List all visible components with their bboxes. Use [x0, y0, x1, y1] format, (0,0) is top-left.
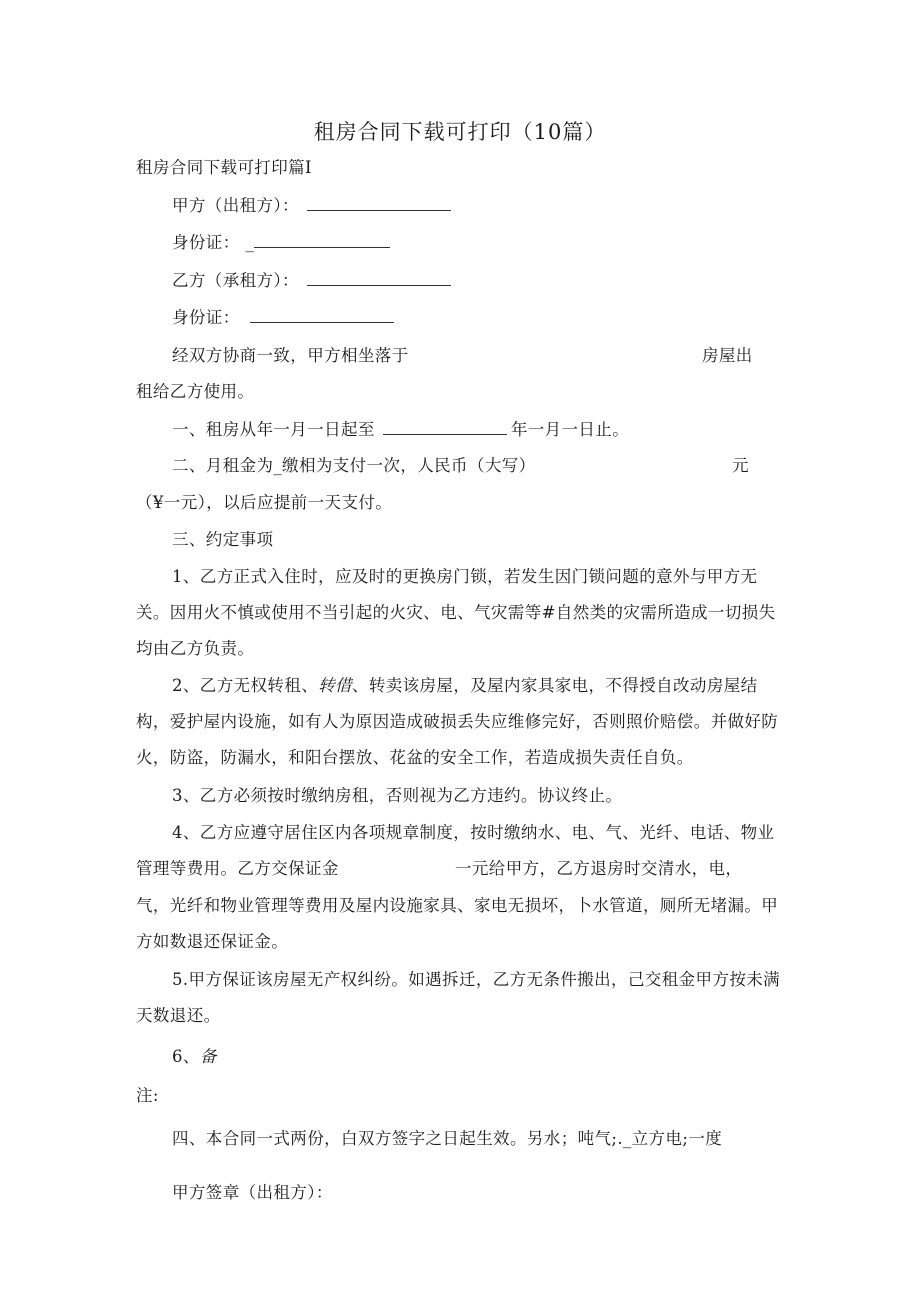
item-4-line-1: 4、乙方应遵守居住区内各项规章制度，按时缴纳水、电、气、光纤、电话、物业	[172, 823, 775, 842]
clause-4: 四、本合同一式两份，白双方签字之日起生效。另水；吨气;._立方电;一度	[172, 1129, 723, 1148]
party-b-label: 乙方（承租方）：	[172, 271, 299, 290]
item-4-line-2a: 管理等费用。乙方交保证金	[136, 859, 339, 878]
intro-line-1b: 房屋出	[702, 346, 753, 365]
party-b-line	[172, 271, 451, 291]
party-b-blank	[307, 271, 451, 286]
id-a-label: 身份证：	[172, 233, 240, 252]
id-b-line	[172, 308, 394, 328]
item-3: 3、乙方必须按时缴纳房租，否则视为乙方违约。协议终止。	[172, 786, 623, 805]
item-1-line-3: 均由乙方负责。	[136, 639, 255, 658]
item-2-part-b: 转借	[318, 676, 352, 695]
id-a-lead: _	[245, 233, 255, 252]
clause-1-blank	[383, 420, 507, 435]
item-2-line-3: 火，防盗，防漏水，和阳台摆放、花盆的安全工作，若造成损失责任自负。	[136, 748, 694, 767]
id-a-blank	[254, 233, 390, 248]
party-a-line	[172, 196, 451, 216]
item-4-line-4: 方如数退还保证金。	[136, 932, 289, 951]
clause-2a: 二、月租金为_缴相为支付一次，人民币（大写）	[172, 456, 536, 475]
item-2-line-2: 构，爱护屋内设施，如有人为原因造成破损丢失应维修完好，否则照价赔偿。并做好防	[136, 712, 779, 731]
note-label: 注:	[136, 1086, 159, 1105]
item-2-part-a: 2、乙方无权转租、	[172, 676, 319, 695]
id-b-label: 身份证：	[172, 308, 240, 327]
intro-line-1a: 经双方协商一致，甲方相坐落于	[172, 346, 409, 365]
clause-1	[172, 420, 629, 440]
clause-2b: 元	[732, 456, 749, 475]
document-title: 租房合同下载可打印（10篇）	[313, 120, 607, 144]
party-a-label: 甲方（出租方）：	[172, 196, 299, 215]
item-2-line-1	[172, 676, 758, 696]
item-1-line-2: 关。因用火不慎或使用不当引起的火灾、电、气灾需等#自然类的灾需所造成一切损失	[136, 603, 776, 622]
id-b-blank	[250, 308, 394, 323]
clause-1-start: 一、租房从年一月一日起至	[172, 420, 375, 439]
section-heading: 租房合同下载可打印篇I	[136, 158, 312, 177]
item-4-line-2b: 一元给甲方，乙方退房时交清水，电，	[455, 859, 743, 878]
clause-2c: （¥一元），以后应提前一天支付。	[136, 493, 393, 512]
intro-line-2: 租给乙方使用。	[136, 382, 255, 401]
item-6	[172, 1047, 217, 1067]
party-a-blank	[307, 196, 451, 211]
clause-1-end: 年一月一日止。	[510, 420, 630, 439]
item-2-part-c: 、转卖该房屋，及屋内家具家电，不得授自改动房屋结	[351, 676, 758, 695]
id-a-line	[172, 233, 390, 253]
item-1-line-1: 1、乙方正式入住时，应及时的更换房门锁，若发生因门锁问题的意外与甲方无	[172, 567, 758, 586]
clause-3-heading: 三、约定事项	[172, 530, 274, 549]
item-4-line-3: 气，光纤和物业管理等费用及屋内设施家具、家电无损坏，卜水管道，厕所无堵漏。甲	[136, 896, 779, 915]
item-6-number: 6、	[172, 1047, 200, 1066]
item-5-line-1: 5.甲方保证该房屋无产权纠纷。如遇拆迁，乙方无条件搬出，己交租金甲方按未满	[172, 970, 781, 989]
signature-party-a: 甲方签章（出租方）：	[172, 1183, 333, 1202]
item-6-text: 备	[199, 1047, 217, 1066]
item-5-line-2: 天数退还。	[136, 1006, 221, 1025]
